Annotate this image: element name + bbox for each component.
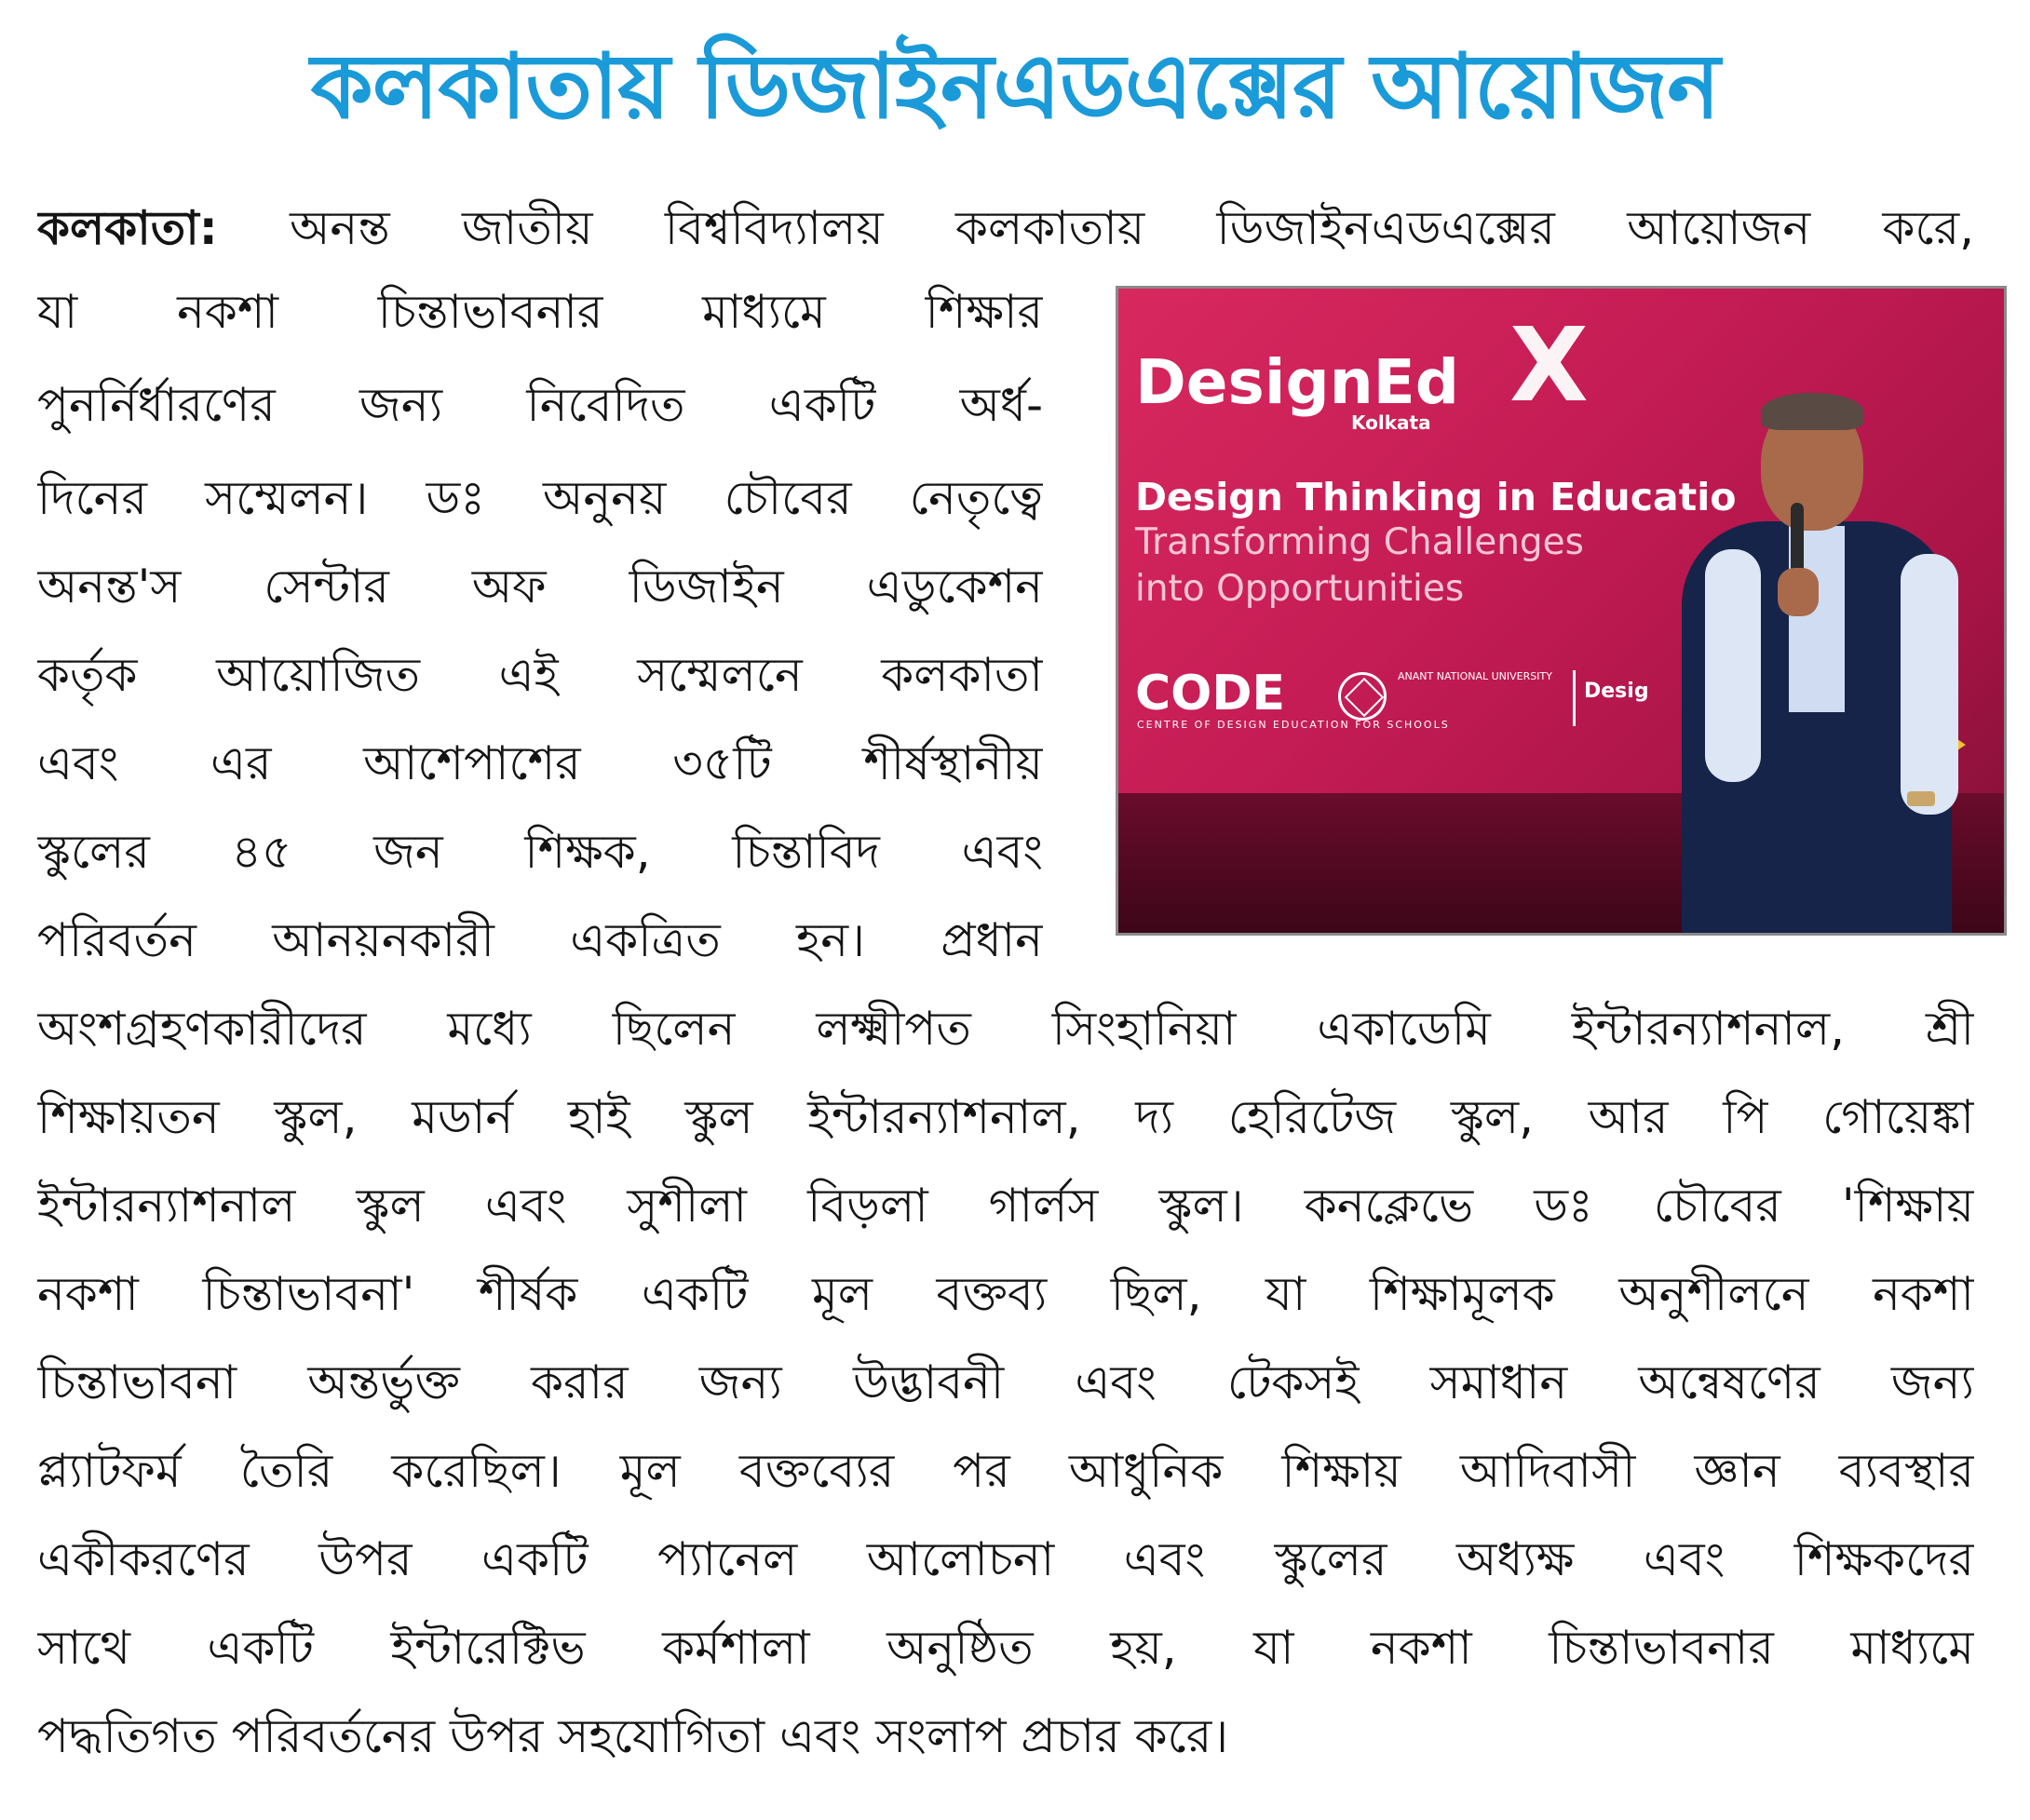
article-line: সাথে একটি ইন্টারেক্টিভ কর্মশালা অনুষ্ঠিত হয়, যা নকশা চিন্তাভাবনার মাধ্যমে <box>37 1621 1974 1675</box>
speaker-right-arm <box>1901 554 1958 815</box>
code-tagline: CENTRE OF DESIGN EDUCATION FOR SCHOOLS <box>1137 719 1450 731</box>
event-photo <box>1116 286 2007 936</box>
article-line: অংশগ্রহণকারীদের মধ্যে ছিলেন লক্ষ্মীপত সিংহানিয়া একাডেমি ইন্টারন্যাশনাল, শ্রী <box>37 1002 1974 1056</box>
article-line: এবং এর আশেপাশের ৩৫টি শীর্ষস্থানীয় <box>37 736 1043 790</box>
university-seal-icon <box>1338 672 1387 721</box>
article-line: অনন্ত'স সেন্টার অফ ডিজাইন এডুকেশন <box>37 559 1043 613</box>
article-line: কর্তৃক আয়োজিত এই সম্মেলনে কলকাতা <box>37 648 1043 702</box>
wristwatch-icon <box>1907 791 1935 806</box>
logo-divider <box>1573 670 1576 726</box>
dateline: কলকাতা: <box>37 201 218 255</box>
designed-x-mark: X <box>1509 305 1589 425</box>
article-line: চিন্তাভাবনা অন্তর্ভুক্ত করার জন্য উদ্ভাবনী এবং টেকসই সমাধান অন্বেষণের জন্য <box>37 1355 1974 1409</box>
speaker-left-arm <box>1705 549 1761 782</box>
article-line-text: অনন্ত জাতীয় বিশ্ববিদ্যালয় কলকাতায় ডিজাইনএডএক্সের আয়োজন করে, <box>290 201 1974 255</box>
headline: কলকাতায় ডিজাইনএডএক্সের আয়োজন <box>310 34 1720 139</box>
university-name: ANANT NATIONAL UNIVERSITY <box>1398 670 1552 682</box>
article-line: যা নকশা চিন্তাভাবনার মাধ্যমে শিক্ষার <box>37 285 1043 339</box>
slide-subtitle-line: Transforming Challenges <box>1135 521 1584 563</box>
designed-logo-text: DesignEd <box>1135 346 1460 418</box>
partner-logo-text: Desig <box>1584 680 1649 703</box>
speaker-hair <box>1761 393 1863 430</box>
code-logo: CODE <box>1135 666 1286 721</box>
article-line <box>37 186 1974 270</box>
article-line: পরিবর্তন আনয়নকারী একত্রিত হন। প্রধান <box>37 913 1043 967</box>
article-line: একীকরণের উপর একটি প্যানেল আলোচনা এবং স্কুলের অধ্যক্ষ এবং শিক্ষকদের <box>37 1532 1974 1586</box>
article-line: পদ্ধতিগত পরিবর্তনের উপর সহযোগিতা এবং সংলাপ প্রচার করে। <box>37 1709 1229 1763</box>
article-line: দিনের সম্মেলন। ডঃ অনুনয় চৌবের নেতৃত্বে <box>37 471 1043 525</box>
slide-heading: Design Thinking in Educatio <box>1135 475 1737 519</box>
speaker-hand <box>1778 568 1819 616</box>
article-line: প্ল্যাটফর্ম তৈরি করেছিল। মূল বক্তব্যের পর আধুনিক শিক্ষায় আদিবাসী জ্ঞান ব্যবস্থার <box>37 1444 1974 1498</box>
article-line: স্কুলের ৪৫ জন শিক্ষক, চিন্তাবিদ এবং <box>37 825 1043 879</box>
article-line: শিক্ষায়তন স্কুল, মডার্ন হাই স্কুল ইন্টারন্যাশনাল, দ্য হেরিটেজ স্কুল, আর পি গোয়েঙ্কা <box>37 1090 1974 1144</box>
designed-city: Kolkata <box>1351 411 1431 434</box>
article-line: ইন্টারন্যাশনাল স্কুল এবং সুশীলা বিড়লা গার্লস স্কুল। কনক্লেভে ডঃ চৌবের 'শিক্ষায় <box>37 1179 1974 1233</box>
article-line: নকশা চিন্তাভাবনা' শীর্ষক একটি মূল বক্তব্য ছিল, যা শিক্ষামূলক অনুশীলনে নকশা <box>37 1267 1974 1321</box>
slide-subtitle-line: into Opportunities <box>1135 568 1465 610</box>
article-line: পুনর্নির্ধারণের জন্য নিবেদিত একটি অর্ধ- <box>37 378 1043 432</box>
